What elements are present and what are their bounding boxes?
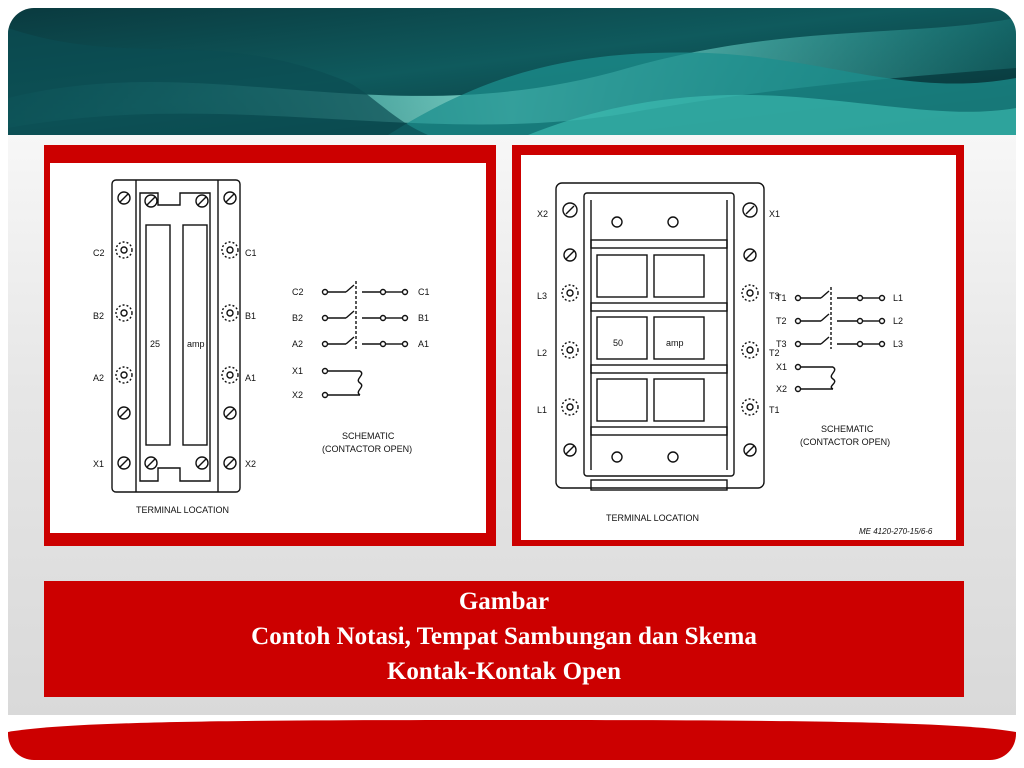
rating-value: 25 — [150, 339, 161, 349]
schematic-right-label: A1 — [418, 339, 430, 349]
schematic-subtitle: (CONTACTOR OPEN) — [322, 444, 413, 454]
schematic-left-label: B2 — [292, 313, 304, 323]
caption-line-3: Kontak-Kontak Open — [386, 658, 622, 685]
schematic-left-label: T3 — [776, 339, 787, 349]
figure-code: ME 4120-270-15/6-6 — [859, 527, 933, 536]
schematic-right-label: C1 — [418, 287, 430, 297]
right-terminal-label: T2 — [769, 348, 780, 358]
left-diagram-panel — [44, 145, 496, 546]
schematic-right-label: L1 — [893, 293, 904, 303]
contactor-50amp-diagram — [521, 155, 956, 540]
right-terminal-label: T1 — [769, 405, 780, 415]
left-terminal-label: C2 — [93, 248, 105, 258]
caption-line-1: Gambar — [458, 588, 550, 615]
terminal-location-caption: TERMINAL LOCATION — [606, 513, 700, 523]
schematic-left-label: X1 — [776, 362, 788, 372]
right-terminal-label: T3 — [769, 291, 780, 301]
right-terminal-label: X2 — [245, 459, 257, 469]
schematic-right-label: L3 — [893, 339, 904, 349]
right-terminal-label: A1 — [245, 373, 257, 383]
right-terminal-label: X1 — [769, 209, 781, 219]
rating-unit: amp — [187, 339, 205, 349]
schematic-left-label: X2 — [292, 390, 304, 400]
left-terminal-label: L3 — [537, 291, 548, 301]
terminal-location-caption: TERMINAL LOCATION — [136, 505, 230, 515]
left-terminal-label: B2 — [93, 311, 105, 321]
schematic-subtitle: (CONTACTOR OPEN) — [800, 437, 891, 447]
left-terminal-label: L2 — [537, 348, 548, 358]
left-terminal-label: A2 — [93, 373, 105, 383]
right-diagram-panel — [512, 145, 964, 546]
schematic-left-label: X1 — [292, 366, 304, 376]
schematic-left-label: A2 — [292, 339, 304, 349]
schematic-right-label: L2 — [893, 316, 904, 326]
right-terminal-label: B1 — [245, 311, 257, 321]
figure-caption — [44, 581, 964, 697]
rating-unit: amp — [666, 338, 684, 348]
left-terminal-label: L1 — [537, 405, 548, 415]
header-banner — [8, 8, 1016, 135]
schematic-title: SCHEMATIC — [821, 424, 874, 434]
footer-bar — [8, 720, 1016, 760]
left-terminal-label: X2 — [537, 209, 549, 219]
caption-line-2: Contoh Notasi, Tempat Sambungan dan Skema — [251, 623, 757, 650]
schematic-left-label: C2 — [292, 287, 304, 297]
right-terminal-label: C1 — [245, 248, 257, 258]
left-diagram-frame — [50, 163, 486, 533]
schematic-left-label: X2 — [776, 384, 788, 394]
schematic-left-label: T2 — [776, 316, 787, 326]
schematic-left-label: T1 — [776, 293, 787, 303]
schematic-right-label: B1 — [418, 313, 430, 323]
right-diagram-frame — [521, 155, 956, 540]
left-terminal-label: X1 — [93, 459, 105, 469]
rating-value: 50 — [613, 338, 624, 348]
contactor-25amp-diagram — [50, 163, 486, 533]
schematic-title: SCHEMATIC — [342, 431, 395, 441]
